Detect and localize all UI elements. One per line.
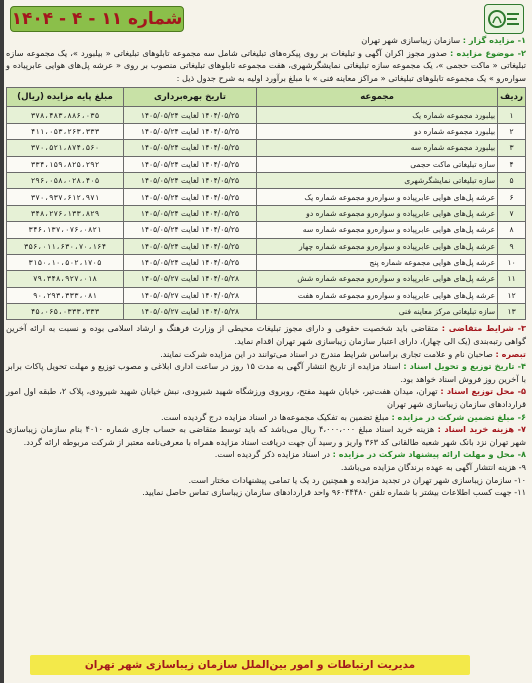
row-title-cell: عرشه پل‌های هوایی عابرپیاده و سواره‌رو مجموعه شماره یک [257, 189, 498, 205]
table-row [7, 254, 526, 270]
row-price-cell: ۳۳۴،۱۵۹،۸۲۵،۲۹۲ [7, 156, 124, 172]
section-distribution-place [6, 385, 526, 410]
section-rights: ۱۰- سازمان زیباسازی شهر تهران در تجدید مزایده و همچنین رد یک یا تمامی پیشنهادات مختار است. [188, 474, 526, 485]
row-price-cell: ۹۰،۲۹۳،۳۳۳،۰۸۱ [7, 287, 124, 303]
col-row-header: ردیف [498, 88, 526, 107]
row-number-cell: ۱۳ [498, 304, 526, 320]
row-date-cell: ۱۴۰۴/۰۵/۲۵ لغایت ۱۴۰۵/۰۵/۲۴ [124, 172, 257, 188]
table-row [7, 304, 526, 320]
row-price-cell: ۳۵۶،۰۱۱،۶۳۰،۷۰،۱۶۴ [7, 238, 124, 254]
row-number-cell: ۱۱ [498, 271, 526, 287]
row-number-cell: ۲ [498, 123, 526, 139]
table-row [7, 156, 526, 172]
row-date-cell: ۱۴۰۴/۰۵/۲۵ لغایت ۱۴۰۵/۰۵/۲۴ [124, 205, 257, 221]
notice-header [6, 4, 526, 34]
section-organizer [6, 34, 526, 47]
row-date-cell: ۱۴۰۴/۰۵/۲۸ لغایت ۱۴۰۵/۰۵/۲۷ [124, 271, 257, 287]
row-number-cell: ۷ [498, 205, 526, 221]
document-fee-text: هزینه خرید اسناد مبلغ ۴،۰۰۰،۰۰۰ ریال می‌باشد که باید توسط متقاضی به حساب جاری شماره ۴۰۱۰ بنام سازمان زیباسازی شهر تهران نزد بانک شهر شعبه طالقانی کد ۳۶۳ واریز و رسید آن جهت دریافت اسناد مزایده همراه با معرفی‌نامه معتبر از شرکت مربوطه ارائه گردد. [6, 424, 526, 447]
note-label: تبصره : [495, 348, 526, 359]
organizer-text: سازمان زیباسازی شهر تهران [361, 35, 461, 45]
auction-items-table [6, 87, 526, 320]
row-number-cell: ۱ [498, 107, 526, 123]
row-price-cell: ۴۱۱،۰۵۳،۲۶۳،۳۳۳ [7, 123, 124, 139]
table-row [7, 287, 526, 303]
col-title-header: مجموعه [257, 88, 498, 107]
row-title-cell: عرشه پل‌های هوایی عابرپیاده و سواره‌رو مجموعه شماره سه [257, 222, 498, 238]
section-subject [6, 47, 526, 85]
col-date-header: تاریخ بهره‌برداری [124, 88, 257, 107]
distribution-date-label: ۴- تاریخ توزیع و تحویل اسناد : [403, 361, 526, 372]
organizer-label: ۱- مزایده گزار : [462, 35, 526, 45]
row-date-cell: ۱۴۰۴/۰۵/۲۵ لغایت ۱۴۰۵/۰۵/۲۴ [124, 222, 257, 238]
table-row [7, 271, 526, 287]
subject-label: ۲- موضوع مزایده : [449, 47, 526, 58]
table-header-row [7, 88, 526, 107]
note-text: صاحبان نام و علامت تجاری براساس شرایط مندرج در اسناد می‌توانند در این مزایده شرکت نمایند. [160, 348, 493, 359]
row-title-cell: عرشه پل‌های هوایی عابرپیاده و سواره‌رو مجموعه شماره چهار [257, 238, 498, 254]
table-row [7, 172, 526, 188]
guarantee-label: ۶- مبلغ تضمین شرکت در مزایده : [391, 411, 526, 422]
footer-banner: مدیریت ارتباطات و امور بین‌الملل سازمان زیباسازی شهر تهران [30, 655, 470, 675]
distribution-place-label: ۵- محل توزیع اسناد : [440, 386, 526, 397]
row-date-cell: ۱۴۰۴/۰۵/۲۸ لغایت ۱۴۰۵/۰۵/۲۷ [124, 287, 257, 303]
row-number-cell: ۶ [498, 189, 526, 205]
row-number-cell: ۹ [498, 238, 526, 254]
row-date-cell: ۱۴۰۴/۰۵/۲۵ لغایت ۱۴۰۵/۰۵/۲۴ [124, 254, 257, 270]
row-title-cell: عرشه پل‌های هوایی عابرپیاده و سواره‌رو مجموعه شماره دو [257, 205, 498, 221]
row-title-cell: بیلبورد مجموعه شماره سه [257, 140, 498, 156]
row-date-cell: ۱۴۰۴/۰۵/۲۸ لغایت ۱۴۰۵/۰۵/۲۷ [124, 304, 257, 320]
table-row [7, 205, 526, 221]
table-row [7, 123, 526, 139]
table-row [7, 222, 526, 238]
submission-text: در اسناد مزایده ذکر گردیده است. [214, 449, 330, 460]
row-number-cell: ۴ [498, 156, 526, 172]
row-number-cell: ۱۰ [498, 254, 526, 270]
row-price-cell: ۴۵،۰۶۵،۰۳۳۳،۳۳۳ [7, 304, 124, 320]
distribution-place-text: تهران، میدان هفت‌تیر، خیابان شهید مفتح، روبروی ورزشگاه شهید شیرودی، نبش خیابان شهید شیرودی، پلاک ۲، طبقه اول امور قراردادهای سازمان زیباسازی شهر تهران [6, 386, 526, 410]
section-distribution-date [6, 360, 526, 385]
row-title-cell: سازه تبلیغاتی نمایشگرشهری [257, 172, 498, 188]
row-date-cell: ۱۴۰۴/۰۵/۲۵ لغایت ۱۴۰۵/۰۵/۲۴ [124, 238, 257, 254]
distribution-date-text: اسناد مزایده از تاریخ انتشار آگهی به مدت ۱۵ روز در ساعت اداری ابلاغی و مصوب توزیع و مهلت تحویل پاکات برابر با آخرین روز فروش اسناد خواهد بود. [6, 361, 526, 384]
row-title-cell: سازه تبلیغاتی مرکز معاینه فنی [257, 304, 498, 320]
row-title-cell: بیلبورد مجموعه شماره یک [257, 107, 498, 123]
section-guarantee [6, 411, 526, 424]
row-date-cell: ۱۴۰۴/۰۵/۲۵ لغایت ۱۴۰۵/۰۵/۲۴ [124, 140, 257, 156]
row-date-cell: ۱۴۰۴/۰۵/۲۵ لغایت ۱۴۰۵/۰۵/۲۴ [124, 107, 257, 123]
row-number-cell: ۵ [498, 172, 526, 188]
row-number-cell: ۳ [498, 140, 526, 156]
section-conditions [6, 322, 526, 347]
row-date-cell: ۱۴۰۴/۰۵/۲۵ لغایت ۱۴۰۵/۰۵/۲۴ [124, 156, 257, 172]
row-price-cell: ۳۴۶،۱۳۷،۰۷۶،۰۸۲۱ [7, 222, 124, 238]
conditions-label: ۳- شرایط متقاضی : [441, 323, 526, 334]
section-note [6, 348, 526, 361]
section-submission [6, 448, 526, 461]
row-title-cell: سازه تبلیغاتی ماکت حجمی [257, 156, 498, 172]
row-price-cell: ۳۷۰،۵۲۱،۸۷۴،۵۶۰ [7, 140, 124, 156]
row-number-cell: ۸ [498, 222, 526, 238]
row-price-cell: ۳۱۵۰،۱۰،۵۰۲،۱۷۰۵ [7, 254, 124, 270]
section-document-fee [6, 423, 526, 448]
row-title-cell: بیلبورد مجموعه شماره دو [257, 123, 498, 139]
row-price-cell: ۳۴۸،۲۷۶،۱۳۳،۸۲۹ [7, 205, 124, 221]
table-row [7, 238, 526, 254]
section-ad-cost: ۹- هزینه انتشار آگهی به عهده برندگان مزایده می‌باشد. [340, 461, 526, 472]
row-price-cell: ۳۷۸،۴۸۳،۸۸۶،۰۳۵ [7, 107, 124, 123]
row-date-cell: ۱۴۰۴/۰۵/۲۵ لغایت ۱۴۰۵/۰۵/۲۴ [124, 189, 257, 205]
guarantee-text: مبلغ تضمین به تفکیک مجموعه‌ها در اسناد مزایده درج گردیده است. [160, 411, 389, 422]
document-fee-label: ۷- هزینه خرید اسناد : [437, 424, 527, 435]
table-row [7, 189, 526, 205]
row-title-cell: عرشه پل‌های هوایی عابرپیاده و سواره‌رو مجموعه شماره شش [257, 271, 498, 287]
submission-label: ۸- محل و مهلت ارائه پیشنهاد شرکت در مزایده : [332, 449, 526, 460]
row-price-cell: ۳۷۰،۹۳۷،۶۱۲،۹۷۱ [7, 189, 124, 205]
table-row [7, 140, 526, 156]
row-title-cell: عرشه پل‌های هوایی عابرپیاده و سواره‌رو مجموعه شماره هفت [257, 287, 498, 303]
row-number-cell: ۱۲ [498, 287, 526, 303]
row-title-cell: عرشه پل‌های هوایی مجموعه شماره پنج [257, 254, 498, 270]
row-price-cell: ۲۹۶،۰۵۸،۰۲۸،۴۰۵ [7, 172, 124, 188]
row-date-cell: ۱۴۰۴/۰۵/۲۵ لغایت ۱۴۰۵/۰۵/۲۴ [124, 123, 257, 139]
row-price-cell: ۷۹،۳۴۸،۹۲۷،۰۱۸ [7, 271, 124, 287]
table-row [7, 107, 526, 123]
section-contact: ۱۱- جهت کسب اطلاعات بیشتر با شماره تلفن ۹۶۰۴۴۴۸۰ واحد قراردادهای سازمان زیباسازی تماس حاصل نمایید. [142, 487, 526, 498]
subject-text: صدور مجوز اکران آگهی و تبلیغات بر روی پیکره‌های تبلیغاتی شامل سه مجموعه تابلوهای تبلیغاتی « بیلبورد »، یک مجموعه سازه تبلیغاتی « ماکت حجمی »، یک مجموعه سازه تبلیغاتی نمایشگرشهری، هفت مجموعه تابلوهای تبلیغاتی منصوب بر روی « عرشه پل‌های هوایی عابرپیاده و سواره‌رو » یک مجموعه تابلوهای تبلیغاتی « مراکز معاینه فنی » با مبلغ برآورد اولیه به شرح جدول ذیل : [6, 47, 526, 83]
col-price-header: مبلغ پایه مزایده (ریال) [7, 88, 124, 107]
organization-logo-icon [484, 4, 524, 34]
notice-number-badge: شماره ۱۱ - ۴ - ۱۴۰۴ [10, 6, 184, 32]
conditions-text: متقاضی باید شخصیت حقوقی و دارای مجوز تبلیغات محیطی از وزارت فرهنگ و ارشاد اسلامی بوده و نسبت به ارائه آخرین گواهی رتبه‌بندی (یک الی چهار)، دارای اعتبار سازمان زیباسازی شهر تهران اقدام نماید. [6, 323, 526, 347]
